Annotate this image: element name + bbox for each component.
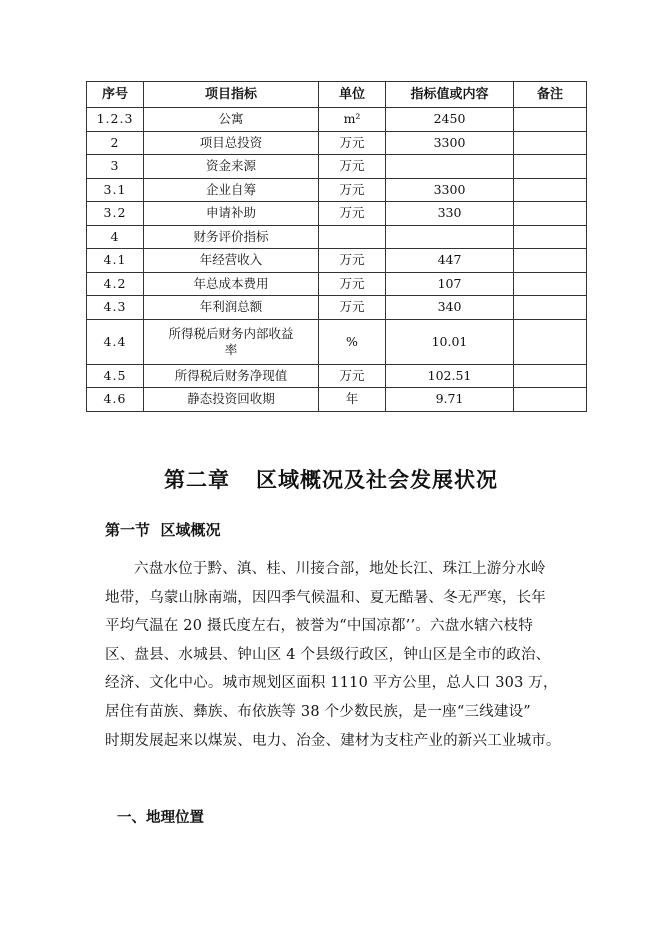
row-unit: 万元 xyxy=(319,202,386,226)
header-value: 指标值或内容 xyxy=(386,82,514,108)
row-no: 4 xyxy=(87,225,144,249)
row-item: 所得税后财务净现值 xyxy=(144,364,319,388)
row-item: 公寓 xyxy=(144,108,319,132)
table-row xyxy=(87,178,587,202)
table-row xyxy=(87,272,587,296)
subsection-heading: 一、地理位置 xyxy=(117,810,204,826)
table-row xyxy=(87,296,587,320)
row-item-line: 所得税后财务内部收益 xyxy=(168,325,294,341)
table-row xyxy=(87,202,587,226)
row-note xyxy=(514,272,587,296)
row-no: 4.4 xyxy=(87,319,144,364)
row-no: 2 xyxy=(87,131,144,155)
table-row xyxy=(87,249,587,273)
paragraph-line: 六盘水位于黔、滇、桂、川接合部，地处长江、珠江上游分水岭 xyxy=(134,561,546,577)
row-note xyxy=(514,108,587,132)
body-paragraph xyxy=(105,555,585,755)
row-note xyxy=(514,296,587,320)
table-row xyxy=(87,319,587,364)
row-note xyxy=(514,319,587,364)
paragraph-line: 地带，乌蒙山脉南端，因四季气候温和、夏无酷暑、冬无严寒，长年 xyxy=(105,589,546,606)
row-unit xyxy=(319,225,386,249)
row-item: 项目总投资 xyxy=(144,131,319,155)
row-note xyxy=(514,178,587,202)
row-no: 4.6 xyxy=(87,388,144,412)
header-unit: 单位 xyxy=(319,82,386,108)
table-row xyxy=(87,388,587,412)
row-item: 年经营收入 xyxy=(144,249,319,273)
row-note xyxy=(514,225,587,249)
row-item: 资金来源 xyxy=(144,155,319,179)
row-note xyxy=(514,131,587,155)
row-unit: 万元 xyxy=(319,249,386,273)
row-unit: 万元 xyxy=(319,178,386,202)
row-item: 年利润总额 xyxy=(144,296,319,320)
row-item: 年总成本费用 xyxy=(144,272,319,296)
chapter-heading xyxy=(0,464,662,494)
row-value: 447 xyxy=(386,249,514,273)
row-value: 330 xyxy=(386,202,514,226)
row-note xyxy=(514,388,587,412)
row-unit: 万元 xyxy=(319,155,386,179)
table-row xyxy=(87,131,587,155)
row-value: 3300 xyxy=(386,131,514,155)
paragraph-line: 平均气温在 20 摄氏度左右，被誉为“中国凉都’’。六盘水辖六枝特 xyxy=(105,618,533,635)
row-unit: 万元 xyxy=(319,364,386,388)
row-item: 财务评价指标 xyxy=(144,225,319,249)
paragraph-line: 区、盘县、水城县、钟山区 4 个县级行政区，钟山区是全市的政治、 xyxy=(105,646,551,663)
row-no: 4.2 xyxy=(87,272,144,296)
row-item: 申请补助 xyxy=(144,202,319,226)
row-value: 3300 xyxy=(386,178,514,202)
row-value: 340 xyxy=(386,296,514,320)
row-no: 1.2.3 xyxy=(87,108,144,132)
chapter-number: 第二章 xyxy=(164,468,230,492)
row-value: 102.51 xyxy=(386,364,514,388)
paragraph-line: 居住有苗族、彝族、布依族等 38 个少数民族，是一座“三线建设” xyxy=(105,703,531,720)
row-unit: 万元 xyxy=(319,296,386,320)
row-value: 9.71 xyxy=(386,388,514,412)
header-item: 项目指标 xyxy=(144,82,319,108)
row-value xyxy=(386,225,514,249)
row-note xyxy=(514,364,587,388)
header-note: 备注 xyxy=(514,82,587,108)
row-unit: 万元 xyxy=(319,131,386,155)
row-note xyxy=(514,249,587,273)
row-value: 10.01 xyxy=(386,319,514,364)
chapter-title: 区域概况及社会发展状况 xyxy=(256,468,498,492)
paragraph-line: 时期发展起来以煤炭、电力、冶金、建材为支柱产业的新兴工业城市。 xyxy=(105,732,561,749)
row-value: 2450 xyxy=(386,108,514,132)
row-no: 4.1 xyxy=(87,249,144,273)
row-item-line: 率 xyxy=(224,341,238,357)
row-no: 3.1 xyxy=(87,178,144,202)
row-no: 3 xyxy=(87,155,144,179)
table-row xyxy=(87,364,587,388)
row-note xyxy=(514,155,587,179)
row-no: 3.2 xyxy=(87,202,144,226)
row-unit: 万元 xyxy=(319,272,386,296)
row-no: 4.5 xyxy=(87,364,144,388)
header-no: 序号 xyxy=(87,82,144,108)
row-item: 企业自筹 xyxy=(144,178,319,202)
row-item: 静态投资回收期 xyxy=(144,388,319,412)
row-unit: % xyxy=(319,319,386,364)
row-note xyxy=(514,202,587,226)
table-row xyxy=(87,155,587,179)
table-header-row xyxy=(87,82,587,108)
row-value: 107 xyxy=(386,272,514,296)
table-row xyxy=(87,108,587,132)
table-row xyxy=(87,225,587,249)
section-heading: 第一节 区域概况 xyxy=(105,521,221,539)
row-unit: m² xyxy=(319,108,386,132)
row-unit: 年 xyxy=(319,388,386,412)
indicator-table xyxy=(86,81,587,412)
row-no: 4.3 xyxy=(87,296,144,320)
row-item xyxy=(144,319,319,364)
paragraph-line: 经济、文化中心。城市规划区面积 1110 平方公里，总人口 303 万， xyxy=(105,675,558,692)
row-value xyxy=(386,155,514,179)
